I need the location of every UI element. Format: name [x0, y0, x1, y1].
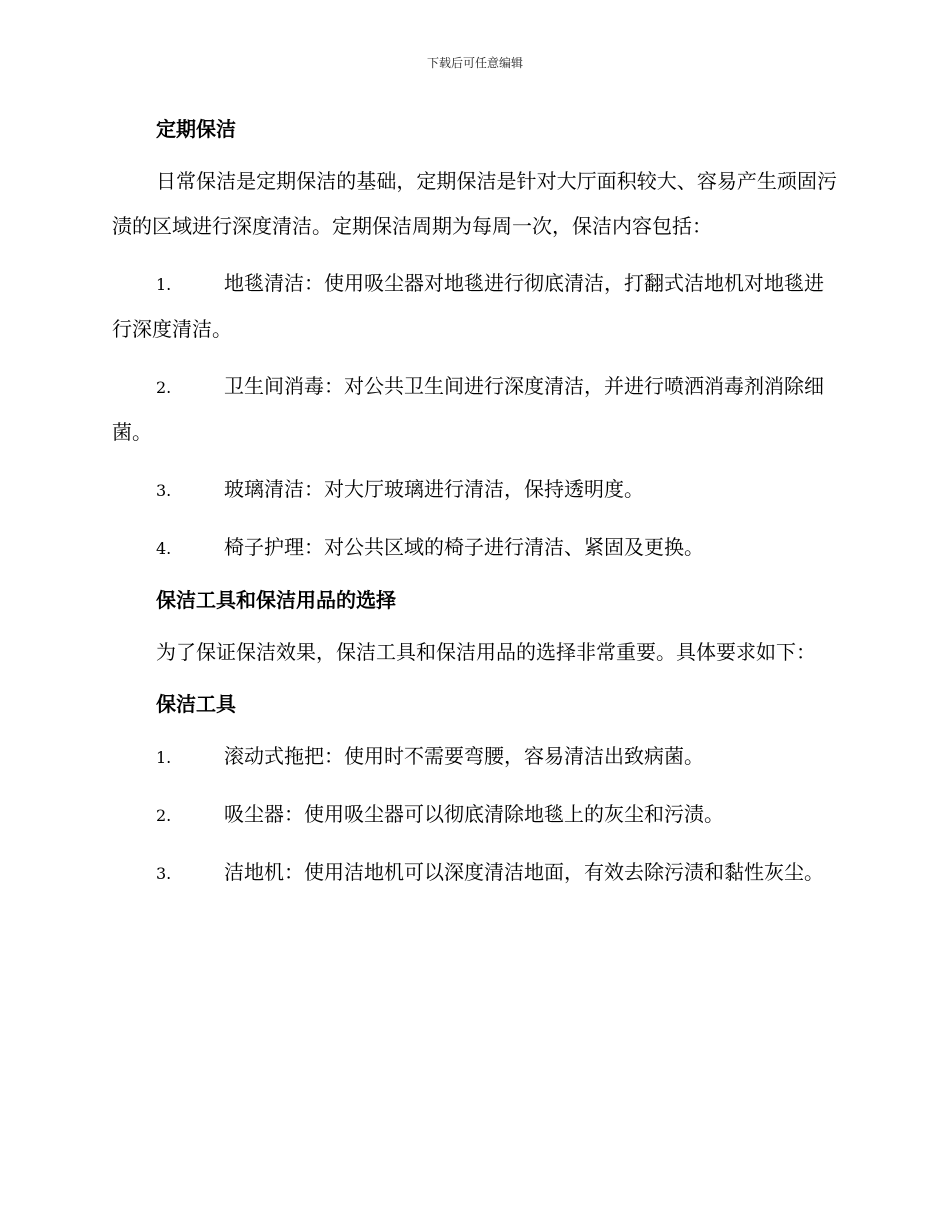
list-number: 3.: [156, 864, 172, 883]
list-item-text: 滚动式拖把：使用时不需要弯腰，容易清洁出致病菌。: [224, 744, 704, 768]
list-item: [112, 525, 837, 571]
heading-regular-cleaning: 定期保洁: [156, 117, 236, 141]
page-header-note: 下载后可任意编辑: [426, 56, 523, 70]
list-item-text: 椅子护理：对公共区域的椅子进行清洁、紧固及更换。: [224, 535, 704, 559]
document-body: [112, 112, 837, 896]
paragraph-selection-intro: 为了保证保洁效果，保洁工具和保洁用品的选择非常重要。具体要求如下：: [156, 640, 816, 664]
list-item-text: 地毯清洁：使用吸尘器对地毯进行彻底清洁，打翻式洁地机对地毯进行深度清洁。: [112, 271, 824, 341]
heading-tool-selection: 保洁工具和保洁用品的选择: [156, 588, 396, 612]
list-item-text: 玻璃清洁：对大厅玻璃进行清洁，保持透明度。: [224, 477, 644, 501]
list-item-text: 洁地机：使用洁地机可以深度清洁地面，有效去除污渍和黏性灰尘。: [224, 860, 824, 884]
list-item: [112, 467, 837, 513]
heading-cleaning-tools: 保洁工具: [156, 692, 236, 716]
list-number: 2.: [156, 378, 172, 397]
list-number: 4.: [156, 539, 172, 558]
list-number: 2.: [156, 806, 172, 825]
list-item: [112, 364, 837, 455]
list-item-text: 卫生间消毒：对公共卫生间进行深度清洁，并进行喷洒消毒剂消除细菌。: [112, 374, 824, 444]
list-number: 3.: [156, 481, 172, 500]
list-number: 1.: [156, 275, 172, 294]
list-item: [112, 792, 837, 838]
list-item: [112, 261, 837, 352]
list-item-text: 吸尘器：使用吸尘器可以彻底清除地毯上的灰尘和污渍。: [224, 802, 724, 826]
list-number: 1.: [156, 748, 172, 767]
paragraph-regular-intro: 日常保洁是定期保洁的基础，定期保洁是针对大厅面积较大、容易产生顽固污渍的区域进行深度清洁。定期保洁周期为每周一次，保洁内容包括：: [112, 169, 837, 238]
list-item: [112, 850, 837, 896]
list-item: [112, 734, 837, 780]
